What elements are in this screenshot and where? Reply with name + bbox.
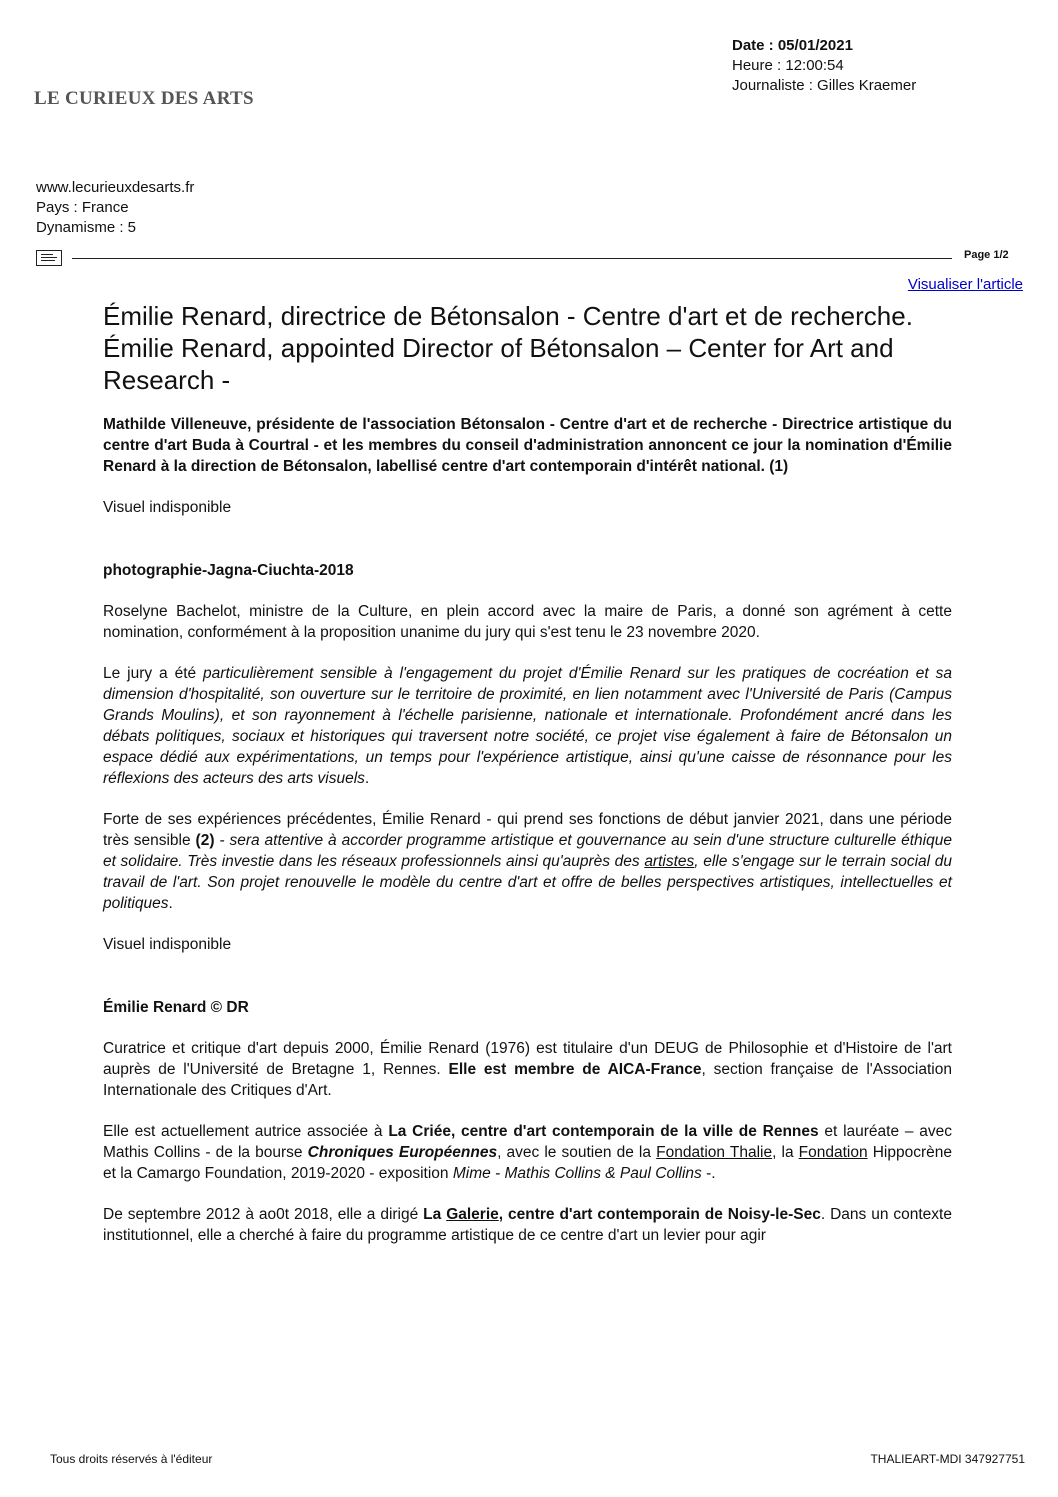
p5-bold: La Criée, centre d'art contemporain de la ville de Rennes <box>388 1123 819 1140</box>
visual-unavailable-1: Visuel indisponible <box>103 499 232 516</box>
p2-italic: particulièrement sensible à l'engagement du projet d'Émilie Renard sur les pratiques de cocréation et sa dimension d'hospitalité, son ouverture sur le territoire de proximité, en lien notamment avec l'Université de Paris (Campus Grands Moulins), et son rayonnement à l'échelle parisienne, nationale et internationale. Profondément ancré dans les débats politiques, sociaux et historiques qui traversent notre société, ce projet vise également à faire de Bétonsalon un espace dédié aux expérimentations, un temps pour l'expérience artistique, ainsi qu'une caisse de résonnance pour les réflexions des acteurs des arts visuels <box>103 665 952 787</box>
p3-italic-2: , elle s'engage sur le terrain social du travail de l'art. Son projet renouvelle le modèle du centre d'art et offre de belles perspectives artistiques, intellectuelles et politiques <box>103 853 952 912</box>
paragraph-4 <box>103 1038 952 1101</box>
p4-bold: Elle est membre de AICA-France <box>448 1061 702 1078</box>
journalist-line: Journaliste : Gilles Kraemer <box>732 77 917 94</box>
p5-end: -. <box>701 1165 716 1182</box>
p2-end: . <box>364 770 370 787</box>
p5-bolditalic: Chroniques Européennes <box>307 1144 498 1161</box>
article-lead: Mathilde Villeneuve, présidente de l'association Bétonsalon - Centre d'art et de recherche - Directrice artistique du centre d'art Buda à Courtral - et les membres du conseil d'administration annoncent ce jour la nomination d'Émilie Renard à la direction de Bétonsalon, labellisé centre d'art contemporain d'intérêt national. (1) <box>103 416 952 475</box>
p2-start: Le jury a été <box>103 665 204 682</box>
photo-caption-1: photographie-Jagna-Ciuchta-2018 <box>103 562 354 579</box>
p5-mid2: , avec le soutien de la <box>497 1144 657 1161</box>
p4-end: , section française de l'Association Internationale des Critiques d'Art. <box>103 1061 952 1099</box>
paragraph-5 <box>103 1121 952 1184</box>
artistes-link[interactable]: artistes <box>644 853 695 870</box>
p3-end: . <box>168 895 173 912</box>
p6-start: De septembre 2012 à ao0t 2018, elle a dirigé <box>103 1206 424 1223</box>
p6-bold2: , centre d'art contemporain de Noisy-le-Sec <box>498 1206 821 1223</box>
p3-start: Forte de ses expériences précédentes, Émilie Renard - qui prend ses fonctions de début janvier 2021, dans une période très sensible <box>103 811 952 849</box>
time-line: Heure : 12:00:54 <box>732 57 844 74</box>
paragraph-6 <box>103 1204 952 1246</box>
footer-rights: Tous droits réservés à l'éditeur <box>50 1452 213 1466</box>
article-title: Émilie Renard, directrice de Bétonsalon - Centre d'art et de recherche. Émilie Renard, appointed Director of Bétonsalon – Center for Art and Research - <box>103 301 913 395</box>
paragraph-3 <box>103 809 952 914</box>
country-line: Pays : France <box>36 199 129 216</box>
view-article-link[interactable]: Visualiser l'article <box>907 276 1023 293</box>
p6-bold1: La <box>423 1206 447 1223</box>
photo-caption-2: Émilie Renard © DR <box>103 999 249 1016</box>
document-icon <box>36 250 62 266</box>
p3-italic-1: - sera attentive à accorder programme artistique et gouvernance au sein d'une structure culturelle éthique et solidaire. Très investie dans les réseaux professionnels ainsi qu'auprès des <box>103 832 952 870</box>
p6-end: . Dans un contexte institutionnel, elle a cherché à faire du programme artistique de ce centre d'art un levier pour agir <box>103 1206 952 1244</box>
p3-bold: (2) <box>195 832 215 849</box>
p5-start: Elle est actuellement autrice associée à <box>103 1123 389 1140</box>
paragraph-1: Roselyne Bachelot, ministre de la Culture, en plein accord avec la maire de Paris, a donné son agrément à cette nomination, conformément à la proposition unanime du jury qui s'est tenu le 23 novembre 2020. <box>103 603 952 641</box>
fondation-thalie-link[interactable]: Fondation Thalie <box>656 1144 773 1161</box>
p5-mid3: , la <box>772 1144 799 1161</box>
article-meta <box>732 36 916 96</box>
p5-italic: Mime - Mathis Collins & Paul Collins <box>452 1165 702 1182</box>
date-line: Date : 05/01/2021 <box>732 37 853 54</box>
footer-reference: THALIEART-MDI 347927751 <box>870 1452 1025 1466</box>
visual-unavailable-2: Visuel indisponible <box>103 936 232 953</box>
p4-start: Curatrice et critique d'art depuis 2000, Émilie Renard (1976) est titulaire d'un DEUG de Philosophie et d'Histoire de l'art auprès de l'Université de Bretagne 1, Rennes. <box>103 1040 952 1078</box>
article-body <box>103 300 952 1266</box>
p5-mid1: et lauréate – avec Mathis Collins - de la bourse <box>103 1123 952 1161</box>
dynamism-line: Dynamisme : 5 <box>36 219 137 236</box>
website-line: www.lecurieuxdesarts.fr <box>36 179 195 196</box>
p5-mid4: Hippocrène et la Camargo Foundation, 2019-2020 - exposition <box>103 1144 952 1182</box>
publication-logo: LE CURIEUX DES ARTS <box>34 88 254 109</box>
header-rule <box>72 258 952 259</box>
fondation-link[interactable]: Fondation <box>798 1144 868 1161</box>
page-number: Page 1/2 <box>964 249 1009 261</box>
paragraph-2 <box>103 663 952 789</box>
source-meta <box>36 178 194 238</box>
galerie-link[interactable]: Galerie <box>446 1206 499 1223</box>
